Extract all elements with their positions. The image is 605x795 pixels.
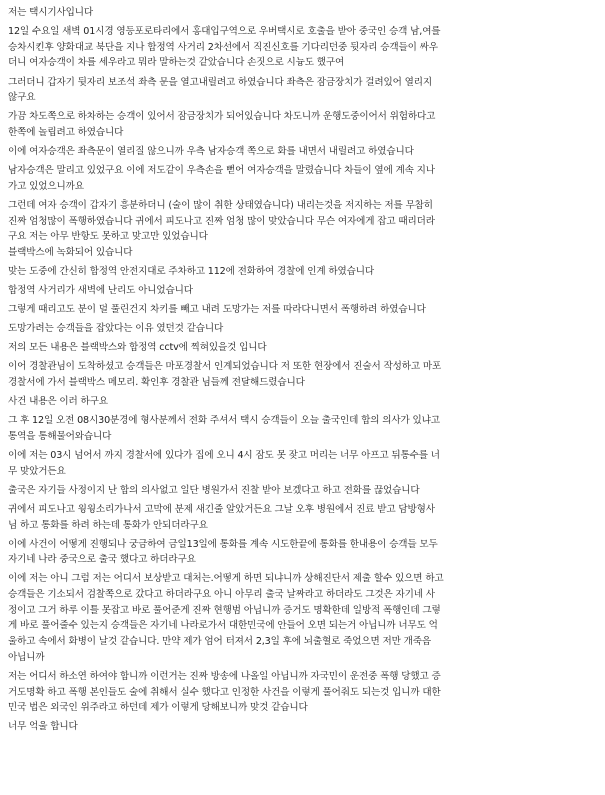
post-text-line: 도망가려는 승객들을 잡았다는 이유 였던것 같습니다 xyxy=(8,323,224,335)
post-text-line: 그 후 12일 오전 08시30분경에 형사분께서 전화 주셔서 택시 승객들이 오늘 출국인데 합의 의사가 있냐고 xyxy=(8,415,440,427)
post-text-line: 이에 저는 03시 넘어서 까지 경찰서에 있다가 집에 오니 4시 잠도 못 잦고 머리는 너무 아프고 뒤통수를 너 xyxy=(8,450,440,462)
post-text-line: 민국 법은 외국인 위주라고 하던데 제가 이렇게 당해보니까 맞것 같습니다 xyxy=(8,702,308,714)
post-text-line: 한쪽에 놀립려고 하였습니다 xyxy=(8,126,124,138)
post-text-line: 맞는 도중에 간신히 합정역 안전지대로 주차하고 112에 전화하여 경찰에 인계 하였습니다 xyxy=(8,266,374,278)
post-text-line: 저는 택시기사입니다 xyxy=(8,7,93,18)
post-text-line: 게 바로 풀어줄수 있는지 승객들은 자기네 나라로가서 대한민국에 안들어 오면 되는거 아닙니까 너무도 억 xyxy=(8,620,438,632)
post-text-line: 거도명확 하고 폭행 본인들도 술에 취해서 실수 했다고 인정한 사건을 이렇게 풀어줘도 되는것 입니까 대한 xyxy=(8,686,441,698)
post-text-line: 남자승객은 말리고 있었구요 이에 저도같이 우측손을 뻗어 여자승객을 말렸습니다 차들이 옆에 계속 지나 xyxy=(8,165,435,177)
post-text-line: 12일 수요일 새벽 01시경 영등포로타리에서 홍대입구역으로 우버택시로 호출을 받아 중국인 승객 남,여를 xyxy=(8,26,441,38)
post-text-line: 이에 여자승객은 좌측문이 열리질 않으니까 우측 남자승객 쪽으로 화를 내면서 내릴려고 하였습니다 xyxy=(8,146,414,158)
post-text-line: 이에 저는 아니 그럼 저는 어디서 보상받고 대처는.어떻게 하면 되냐니까 상해진단서 제출 할수 있으면 하고 xyxy=(8,573,444,585)
post-text-line: 자기네 나라 중국으로 출국 했다고 하더라구요 xyxy=(8,554,196,566)
post-text-line: 경찰서에 가서 블랙박스 메모리. 확인후 경찰관 님들께 전달해드렸습니다 xyxy=(8,377,305,389)
post-text-line: 그러더니 갑자기 뒷자리 보조석 좌측 문을 열고내릴려고 하였습니다 좌측은 잠금장치가 걸려있어 열리지 xyxy=(8,76,432,88)
post-text-line: 진짜 엄청많이 폭행하였습니다 귀에서 피도나고 진짜 엄청 많이 맞았습니다 무슨 여자에게 잡고 때리더라 xyxy=(8,215,435,227)
post-text-line: 더니 여자승객이 차를 세우라고 뭐라 말하는것 같았습니다 손짓으로 시늉도 했구여 xyxy=(8,57,345,69)
post-text-line: 저의 모든 내용은 블랙박스와 합정역 cctv에 찍혀있을것 입니다 xyxy=(8,342,267,354)
post-text-line: 블랙박스에 녹화되어 있습니다 xyxy=(8,246,133,258)
post-text-line: 아닙니까 xyxy=(8,651,45,663)
post-text-line: 않구요 xyxy=(8,92,36,104)
post-text-line: 승차시킨후 양화대교 북단을 지나 합정역 사거리 2차선에서 직진신호를 기다리던중 뒷자리 승객들이 싸우 xyxy=(8,41,438,53)
post-text-line: 이에 사건이 어떻게 진행되나 궁금하여 금일13일에 통화를 계속 시도한끝에 통화를 한내용이 승객들 모두 xyxy=(8,538,438,550)
post-text-line: 출국은 자기들 사정이지 난 합의 의사없고 일단 병원가서 진찰 받아 보겠다고 하고 전화를 끊었습니다 xyxy=(8,484,420,496)
post-text-line: 그렇게 때리고도 분이 덜 풀린건지 차키를 빼고 내려 도망가는 저를 따라다니면서 폭행하려 하였습니다 xyxy=(8,304,426,316)
post-text-line: 통역을 통해물어와습니다 xyxy=(8,430,112,442)
post-text-line: 귀에서 피도나고 윙윙소리가나서 고막에 분제 새긴줄 알았거든요 그날 오후 병원에서 진료 받고 담방형사 xyxy=(8,503,435,515)
post-text-line: 가끔 차도쪽으로 하차하는 승객이 있어서 잠금장치가 되어있습니다 차도니까 운행도중이어서 위험하다고 xyxy=(8,111,436,123)
post-text-line: 무 맞았거든요 xyxy=(8,465,66,477)
post-text-line: 승객들은 기소되서 검찰쪽으로 갔다고 하더라구요 아니 아무리 출국 날짜라고 하더라도 그것은 자기네 사 xyxy=(8,589,435,601)
post-text-line: 가고 있었으니까요 xyxy=(8,180,84,192)
post-text-line: 울하고 속에서 화병이 날것 같습니다. 만약 제가 엄어 터져서 2,3일 후에 뇌출혈로 죽었으면 저만 개죽음 xyxy=(8,636,432,648)
post-text-line: 정이고 그거 하루 이틀 못잡고 바로 풀어준게 진짜 현행범 아닙니까 증거도 명확한데 일방적 폭행인데 그렇 xyxy=(8,604,441,616)
post-text-line: 너무 억울 합니다 xyxy=(8,721,78,733)
post-text-line: 구요 저는 아무 반항도 못하고 맞고만 있었습니다 xyxy=(8,231,208,243)
post-text-line: 그런데 여자 승객이 갑자기 흥분하더니 (술이 많이 취한 상태였습니다) 내리는것을 저지하는 저를 무참히 xyxy=(8,199,433,211)
post-text-line: 사건 내용은 이러 하구요 xyxy=(8,396,108,408)
post-text-line: 저는 어디서 하소연 하여야 합니까 이런거는 진짜 방송에 나올일 아닙니까 자국민이 운전중 폭행 당했고 증 xyxy=(8,670,441,682)
post-text-line: 이어 경찰관님이 도착하셨고 승객들은 마포경찰서 인계되었습니다 저 또한 현장에서 진술서 작성하고 마포 xyxy=(8,361,442,373)
post-text-line: 합정역 사거리가 새벽에 난리도 아니었습니다 xyxy=(8,285,193,297)
post-text-line: 님 하고 통화를 하려 하는데 통화가 안되더라구요 xyxy=(8,519,208,531)
